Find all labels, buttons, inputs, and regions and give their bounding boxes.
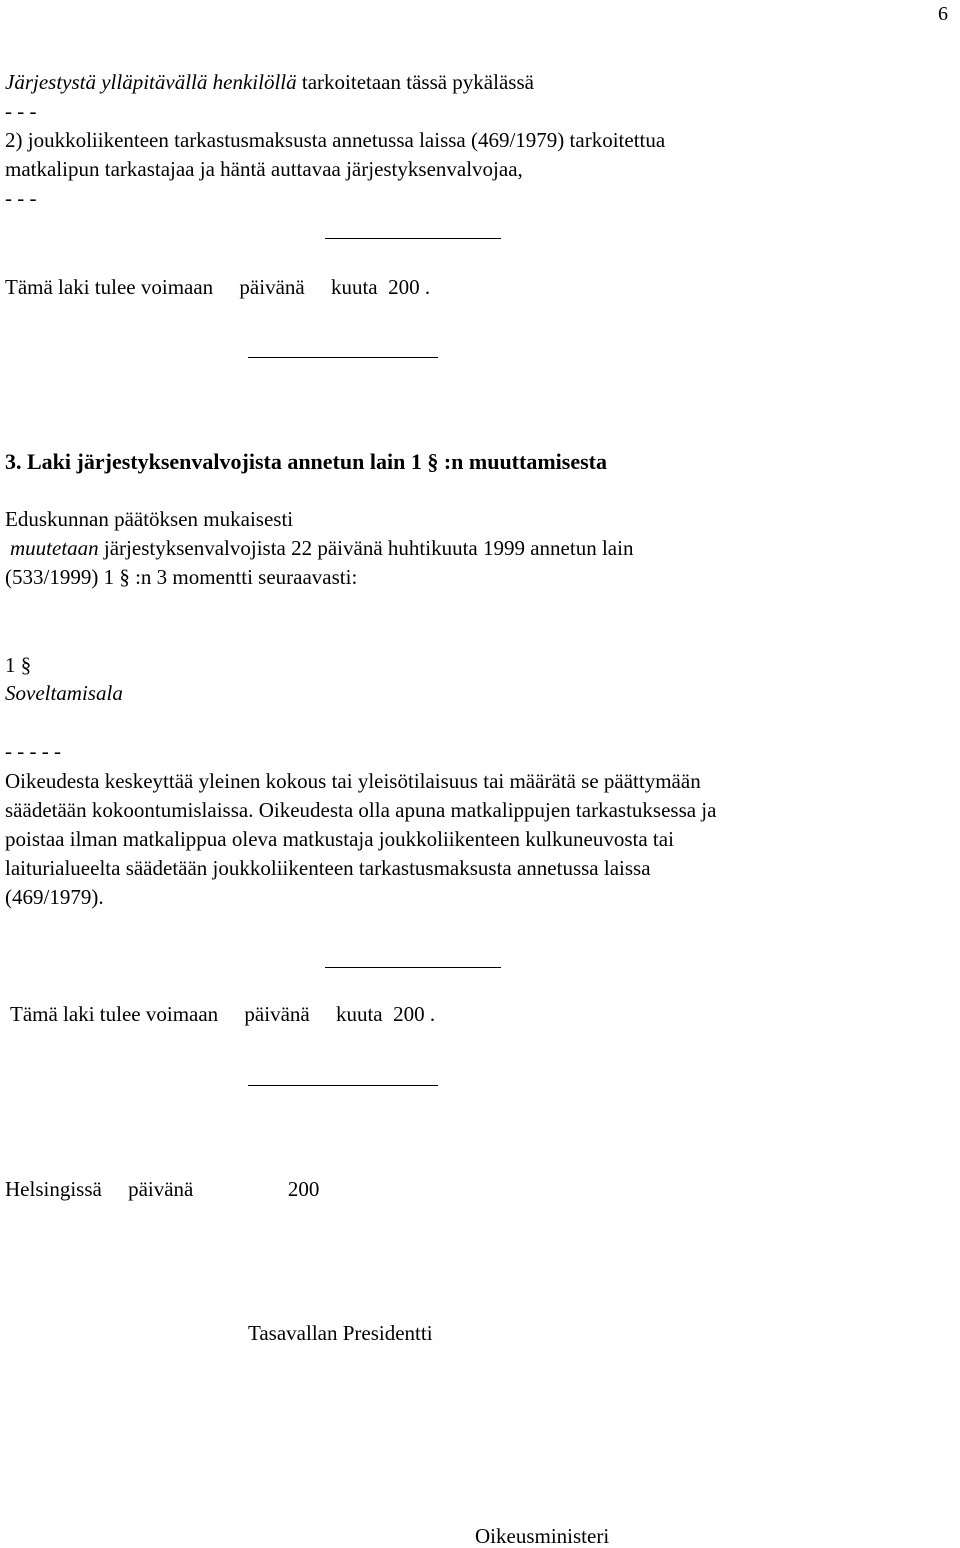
president-signature: Tasavallan Presidentti — [248, 1321, 433, 1345]
horizontal-rule — [248, 357, 438, 358]
body-line: laiturialueelta säädetään joukkoliikenteen tarkastusmaksusta annetussa laissa — [5, 856, 651, 880]
dash-separator: - - - — [5, 99, 37, 123]
intro-line — [5, 72, 534, 93]
paragraph-title: Soveltamisala — [5, 681, 123, 705]
dash-separator: - - - - - — [5, 739, 61, 763]
enactment-clause: Eduskunnan päätöksen mukaisesti — [5, 507, 294, 531]
amend-line-2: (533/1999) 1 § :n 3 momentti seuraavasti: — [5, 565, 358, 589]
section-3-heading: 3. Laki järjestyksenvalvojista annetun lain 1 § :n muuttamisesta — [5, 449, 607, 474]
item-2-line-2: matkalipun tarkastajaa ja häntä auttavaa järjestyksenvalvojaa, — [5, 157, 523, 181]
effective-date-line: Tämä laki tulee voimaan päivänä kuuta 200 . — [10, 1002, 436, 1026]
body-line: poistaa ilman matkalippua oleva matkustaja joukkoliikenteen kulkuneuvosta tai — [5, 827, 674, 851]
amend-line-1 — [10, 538, 633, 559]
horizontal-rule — [325, 238, 501, 239]
paragraph-number: 1 § — [5, 653, 32, 677]
place-date-line: Helsingissä päivänä 200 — [5, 1177, 320, 1201]
page-number: 6 — [938, 3, 948, 25]
dash-separator: - - - — [5, 186, 37, 210]
item-2-line-1: 2) joukkoliikenteen tarkastusmaksusta annetussa laissa (469/1979) tarkoitettua — [5, 128, 666, 152]
body-line: Oikeudesta keskeyttää yleinen kokous tai yleisötilaisuus tai määrätä se päättymään — [5, 769, 701, 793]
body-line: (469/1979). — [5, 885, 104, 909]
amend-verb: muutetaan — [10, 536, 99, 560]
intro-term: Järjestystä ylläpitävällä henkilöllä — [5, 70, 297, 94]
effective-date-line: Tämä laki tulee voimaan päivänä kuuta 200 . — [5, 275, 431, 299]
amend-rest: järjestyksenvalvojista 22 päivänä huhtikuuta 1999 annetun lain — [98, 536, 634, 560]
horizontal-rule — [325, 967, 501, 968]
minister-signature: Oikeusministeri — [475, 1524, 610, 1548]
intro-rest: tarkoitetaan tässä pykälässä — [296, 70, 534, 94]
horizontal-rule — [248, 1085, 438, 1086]
body-line: säädetään kokoontumislaissa. Oikeudesta olla apuna matkalippujen tarkastuksessa ja — [5, 798, 717, 822]
